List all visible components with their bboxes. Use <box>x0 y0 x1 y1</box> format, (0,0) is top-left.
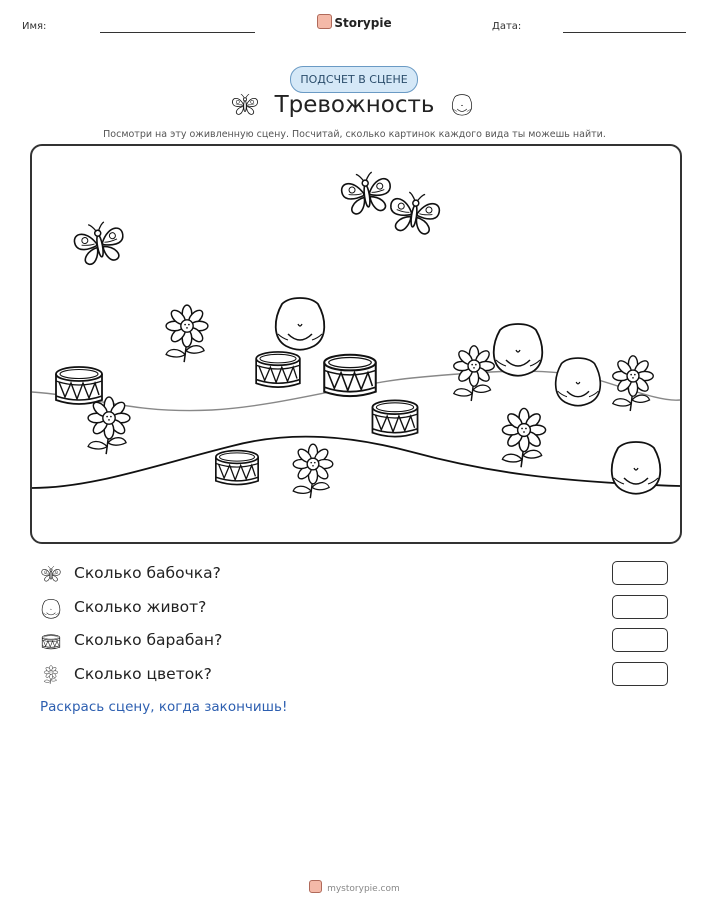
date-line <box>563 32 686 33</box>
drum-1 <box>56 367 102 404</box>
name-line <box>100 32 255 33</box>
drum-3 <box>324 355 376 396</box>
butterfly-icon <box>40 564 62 586</box>
butterfly-2 <box>340 170 394 216</box>
storypie-logo-icon <box>317 14 332 29</box>
hill-line-front <box>32 437 680 488</box>
flower-icon <box>40 665 62 687</box>
flower-4 <box>502 408 545 467</box>
drum-2 <box>256 352 300 387</box>
finish-instruction: Раскрась сцену, когда закончишь! <box>40 699 288 715</box>
question-drum <box>40 629 680 655</box>
flower-3 <box>454 346 494 401</box>
belly-3 <box>556 358 601 406</box>
question-text: Сколько цветок? <box>74 665 212 683</box>
answer-box-butterfly[interactable] <box>612 561 668 585</box>
drum-icon <box>40 631 62 653</box>
instructions: Посмотри на эту оживленную сцену. Посчитай, сколько картинок каждого вида ты можешь найти. <box>103 129 606 140</box>
footer <box>0 880 709 894</box>
flower-5 <box>613 356 653 411</box>
question-text: Сколько бабочка? <box>74 564 221 582</box>
question-flower <box>40 663 680 689</box>
answer-box-belly[interactable] <box>612 595 668 619</box>
date-label: Дата: <box>492 21 522 32</box>
flower-2 <box>88 397 130 454</box>
butterfly-3 <box>388 190 442 236</box>
brand-name: Storypie <box>334 16 392 30</box>
question-butterfly <box>40 562 680 588</box>
answer-box-flower[interactable] <box>612 662 668 686</box>
belly-2 <box>494 324 543 376</box>
butterfly-1 <box>72 219 127 266</box>
belly-1 <box>276 298 325 350</box>
question-text: Сколько живот? <box>74 598 207 616</box>
drum-5 <box>216 451 258 485</box>
question-belly <box>40 596 680 622</box>
belly-icon <box>40 598 62 620</box>
activity-badge: ПОДСЧЕТ В СЦЕНЕ <box>290 66 418 93</box>
drum-4 <box>372 400 417 436</box>
page-title: Тревожность <box>274 92 435 118</box>
storypie-logo-icon <box>309 880 322 893</box>
flower-6 <box>293 444 333 498</box>
answer-box-drum[interactable] <box>612 628 668 652</box>
question-text: Сколько барабан? <box>74 631 223 649</box>
belly-icon <box>450 92 474 118</box>
footer-url[interactable]: mystorypie.com <box>327 884 400 894</box>
flower-1 <box>166 305 208 362</box>
belly-4 <box>612 442 661 494</box>
name-label: Имя: <box>22 21 47 32</box>
counting-scene <box>30 144 682 544</box>
brand-logo <box>0 14 709 30</box>
